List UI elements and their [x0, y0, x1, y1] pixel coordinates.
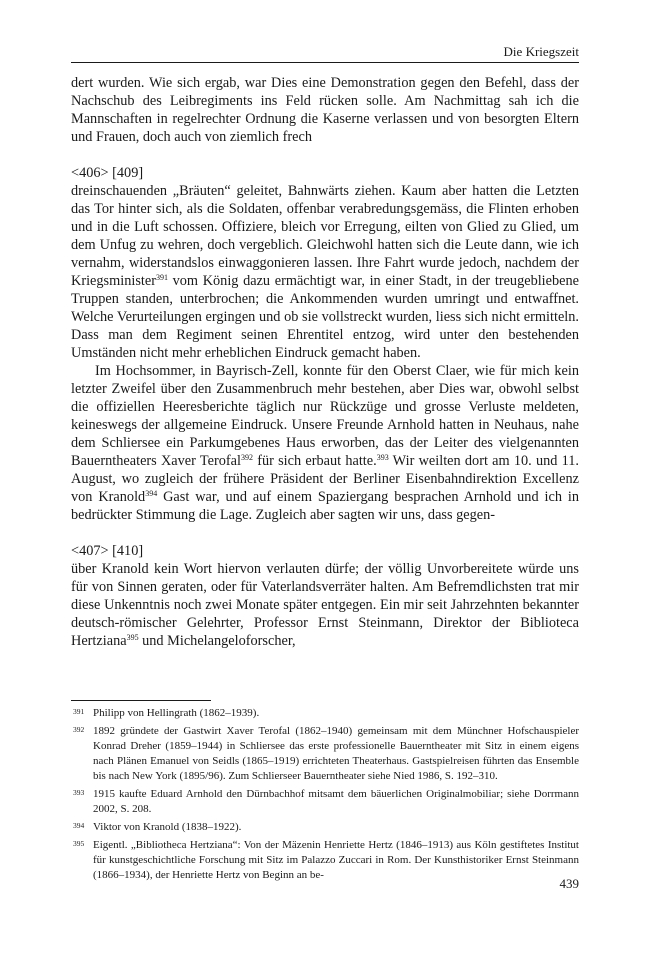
paragraph-2-text-a: dreinschauenden „Bräuten“ geleitet, Bahnwärts ziehen. Kaum aber hatten die Letzten das Tor hinter sich, als die Soldaten, offenbar verabredungsgemäss, die Flinten erhoben und in die Luft schossen. Offiziere, bleich vor Erregung, eilten von Glied zu Glied, um dem Unfug zu wehren, doch vergeblich. Gleichwohl hatten sich die Leute dann, wie ich vernahm, widerstandslos einwaggonieren lassen. Ihre Fahrt wurde jedoch, nachdem der Kriegsminister: [71, 183, 579, 289]
footnote-ref-391[interactable]: 391: [155, 273, 168, 282]
footnote-ref-395[interactable]: 395: [126, 633, 139, 642]
footnote-number: 395: [73, 839, 85, 848]
main-text: [71, 74, 579, 650]
footnote-text: Eigentl. „Bibliotheca Hertziana“: Von der Mäzenin Henriette Hertz (1846–1913) aus Köln gestiftetes Institut für kunstgeschichtliche Forschung mit Sitz im Palazzo Zuccari in Rom. Der Kunsthistoriker Ernst Steinmann (1866–1934), der Henriette Hertz von Beginn an be-: [93, 839, 579, 881]
footnote-ref-394[interactable]: 394: [145, 489, 158, 498]
paragraph-4-text-a: über Kranold kein Wort hiervon verlauten dürfe; der völlig Unvorbereitete würde uns für von Sinnen geraten, oder für Vaterlandsverräter halten. Am Befremdlichsten trat mir diese Unkenntnis noch zwei Monate später entgegen. Ein mir seit Jahrzehnten bekannter deutsch-römischer Gelehrter, Professor Ernst Steinmann, Direktor der Biblioteca Hertziana: [71, 561, 579, 649]
footnotes: [71, 706, 579, 886]
footnote-number: 392: [73, 725, 85, 734]
paragraph-2-text-b: vom König dazu ermächtigt war, in einer Stadt, in der treugebliebene Truppen standen, unterbrochen; die Ankommenden wurden umringt und entwaffnet. Welche Verurteilungen ergingen und ob sie vollstreckt wurden, liess sich nicht ermitteln. Dass man dem Regiment seinen Ehrentitel entzog, wird unter den bestehenden Umständen nicht mehr erheblichen Eindruck gemacht haben.: [71, 273, 579, 361]
running-title: Die Kriegszeit: [503, 44, 579, 59]
footnote-text: Philipp von Hellingrath (1862–1939).: [93, 707, 260, 719]
footnote-text: Viktor von Kranold (1838–1922).: [93, 821, 242, 833]
footnote-text: 1892 gründete der Gastwirt Xaver Terofal (1862–1940) gemeinsam mit dem Münchner Hofschauspieler Konrad Dreher (1859–1944) in Schliersee das erste professionelle Bauerntheater mit Sitz in einem eigens nach Plänen Emanuel von Seidls (1865–1919) errichteten Theaterhaus. Gastspielreisen führten das Ensemble bis nach New York (1895/96). Zum Schlierseer Bauerntheater siehe Nied 1986, S. 192–310.: [93, 725, 579, 782]
page-number: 439: [559, 876, 579, 891]
footnote-separator: [71, 700, 211, 701]
paragraph-1: dert wurden. Wie sich ergab, war Dies eine Demonstration gegen den Befehl, dass der Nachschub des Leibregiments ins Feld rücken solle. Am Nachmittag sah ich die Mannschaften in regelrechter Ordnung die Kaserne verlassen und von besorgten Eltern und Frauen, doch auch von ziemlich frech: [71, 75, 579, 145]
paragraph-4-text-b: und Michelangeloforscher,: [138, 633, 296, 649]
footnote-text: 1915 kaufte Eduard Arnhold den Dürnbachhof mitsamt dem bäuerlichen Originalmobiliar; siehe Dorrmann 2002, S. 208.: [93, 788, 579, 815]
running-header: [71, 42, 579, 63]
paragraph-2: [71, 182, 579, 362]
paragraph-3-text-b: für sich erbaut hatte.: [252, 453, 377, 469]
footnote-391: [71, 706, 579, 721]
paragraph-3: [71, 362, 579, 524]
footnote-ref-392[interactable]: 392: [240, 453, 253, 462]
paragraph-3-text-a: Im Hochsommer, in Bayrisch-Zell, konnte für den Oberst Claer, wie für mich kein letzter Zweifel über den Zusammenbruch mehr bestehen, aber Dies war, obwohl selbst die offiziellen Heeresberichte täglich nur Rückzüge und grosse Verluste meldeten, keineswegs der allgemeine Eindruck. Unsere Freunde Arnhold hatten in Neuhaus, nahe dem Schliersee ein Parkumgebenes Haus erworben, das der Leiter des vielgenannten Bauerntheaters Xaver Terofal: [71, 363, 579, 469]
footnote-number: 394: [73, 821, 85, 830]
footnote-ref-393[interactable]: 393: [376, 453, 389, 462]
page-marker-406: <406> [409]: [71, 165, 144, 181]
paragraph-4: [71, 560, 579, 650]
paragraph-3-text-d: Gast war, und auf einem Spaziergang besprachen Arnhold und ich in bedrückter Stimmung die Lage. Zugleich aber sagten wir uns, dass gegen-: [71, 489, 579, 523]
footnote-395: [71, 838, 579, 883]
footnote-393: [71, 787, 579, 817]
footnote-number: 393: [73, 788, 85, 797]
paragraph-3-text-c: Wir weilten dort am 10. und 11. August, wo zugleich der frühere Präsident der Berliner Eisenbahndirektion Excellenz von Kranold: [71, 453, 580, 505]
page-marker-407: <407> [410]: [71, 543, 144, 559]
footnote-number: 391: [73, 707, 85, 716]
footnote-392: [71, 724, 579, 784]
footnote-394: [71, 820, 579, 835]
